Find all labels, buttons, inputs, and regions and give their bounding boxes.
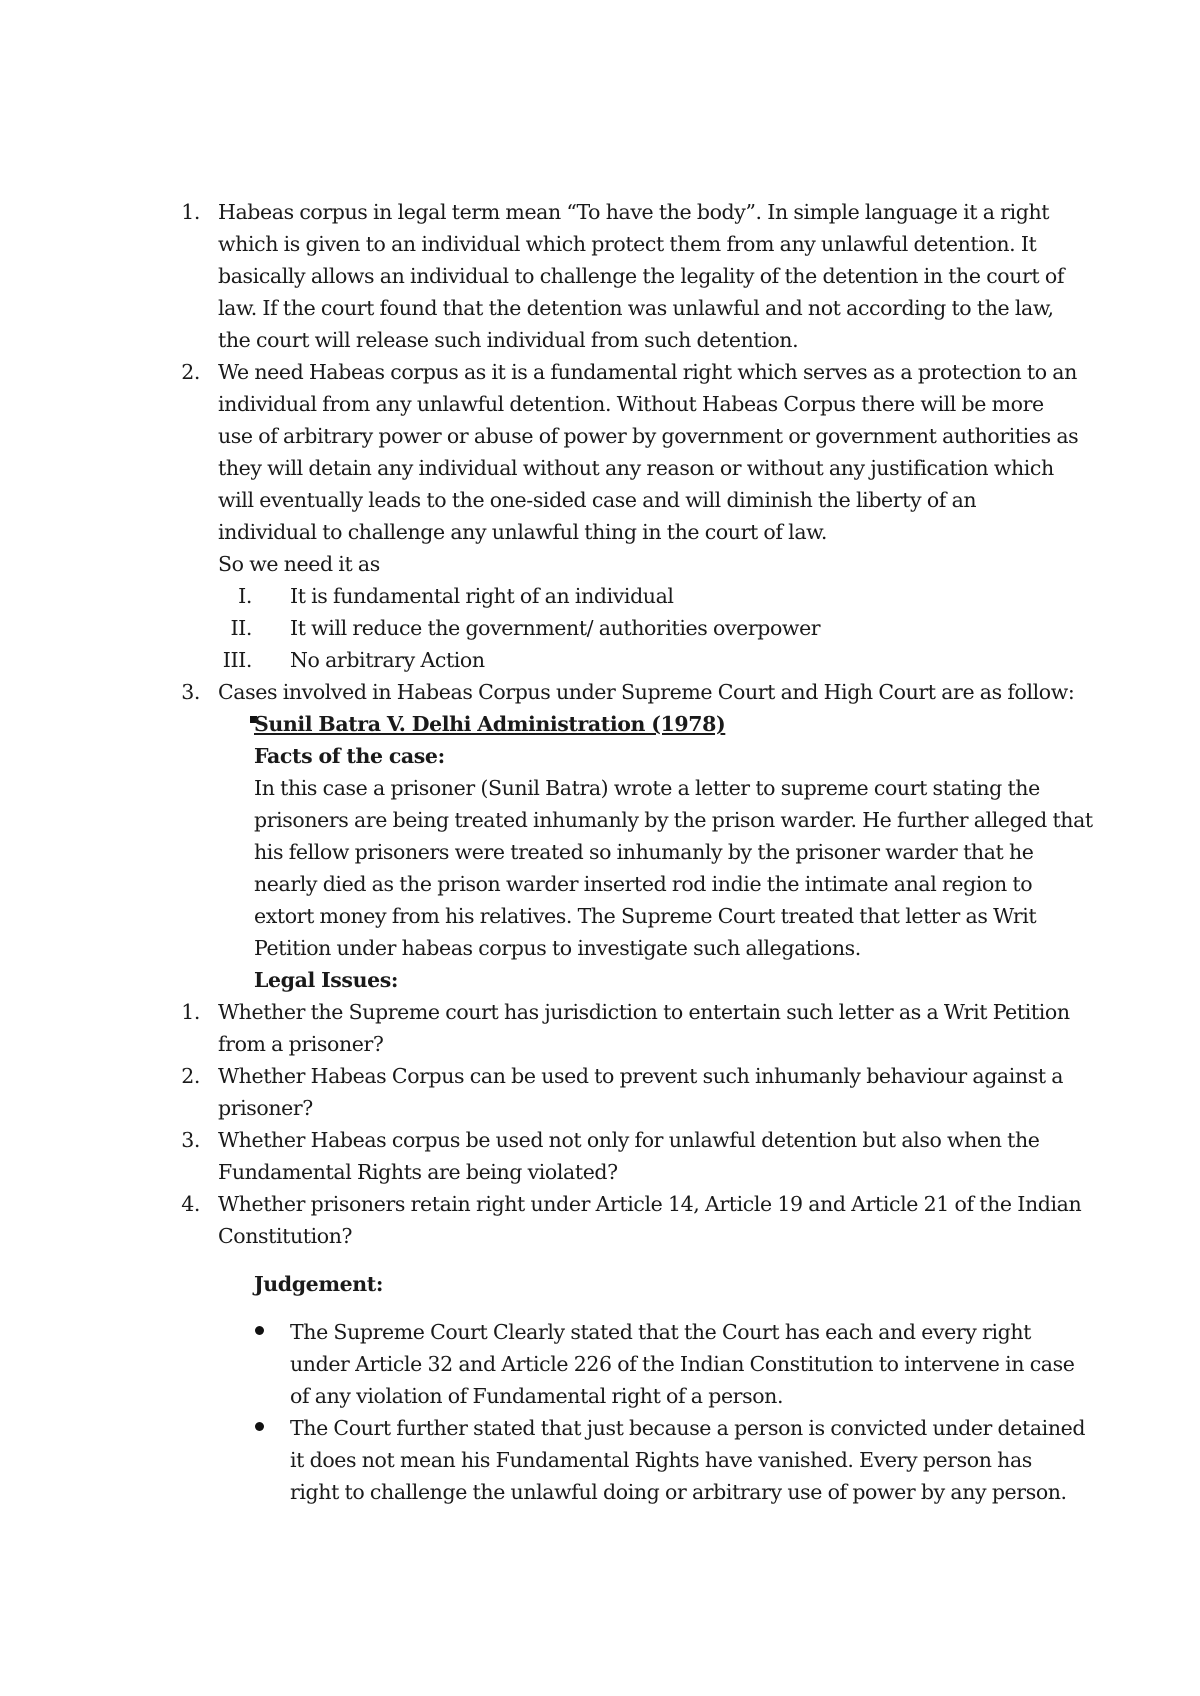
- round-bullet-icon: [255, 1326, 264, 1335]
- paragraph-line: extort money from his relatives. The Supreme Court treated that letter as Writ: [254, 904, 1037, 928]
- paragraph-line: The Court further stated that just because a person is convicted under detained: [290, 1416, 1086, 1440]
- paragraph-line: of any violation of Fundamental right of a person.: [290, 1384, 784, 1408]
- paragraph-line: basically allows an individual to challenge the legality of the detention in the court of: [218, 264, 1065, 288]
- paragraph-line: Fundamental Rights are being violated?: [218, 1160, 618, 1184]
- roman-numeral: I.: [238, 584, 252, 608]
- paragraph-line: Cases involved in Habeas Corpus under Supreme Court and High Court are as follow:: [218, 680, 1075, 704]
- roman-item-text: No arbitrary Action: [290, 648, 485, 672]
- paragraph-line: individual to challenge any unlawful thing in the court of law.: [218, 520, 827, 544]
- paragraph-line: prisoner?: [218, 1096, 313, 1120]
- roman-item-text: It is fundamental right of an individual: [290, 584, 674, 608]
- list-number: 4.: [181, 1192, 200, 1216]
- list-number: 2.: [181, 360, 200, 384]
- list-number: 1.: [181, 200, 200, 224]
- paragraph-line: which is given to an individual which protect them from any unlawful detention. It: [218, 232, 1037, 256]
- list-number: 2.: [181, 1064, 200, 1088]
- paragraph-line: right to challenge the unlawful doing or arbitrary use of power by any person.: [290, 1480, 1067, 1504]
- paragraph-line: Constitution?: [218, 1224, 353, 1248]
- paragraph-line: In this case a prisoner (Sunil Batra) wrote a letter to supreme court stating the: [254, 776, 1040, 800]
- list-number: 3.: [181, 1128, 200, 1152]
- paragraph-line: from a prisoner?: [218, 1032, 384, 1056]
- roman-numeral: III.: [222, 648, 252, 672]
- paragraph-line: Whether the Supreme court has jurisdiction to entertain such letter as a Writ Petition: [218, 1000, 1070, 1024]
- paragraph-line: Petition under habeas corpus to investigate such allegations.: [254, 936, 861, 960]
- paragraph-line: Whether Habeas Corpus can be used to prevent such inhumanly behaviour against a: [218, 1064, 1064, 1088]
- roman-item-text: It will reduce the government/ authorities overpower: [290, 616, 821, 640]
- paragraph-line: use of arbitrary power or abuse of power by government or government authorities as: [218, 424, 1079, 448]
- paragraph-line: So we need it as: [218, 552, 380, 576]
- case-title: Sunil Batra V. Delhi Administration (1978): [254, 712, 726, 736]
- judgement-heading: Judgement:: [254, 1272, 383, 1296]
- paragraph-line: will eventually leads to the one-sided case and will diminish the liberty of an: [218, 488, 977, 512]
- paragraph-line: it does not mean his Fundamental Rights have vanished. Every person has: [290, 1448, 1032, 1472]
- paragraph-line: The Supreme Court Clearly stated that the Court has each and every right: [290, 1320, 1031, 1344]
- paragraph-line: under Article 32 and Article 226 of the Indian Constitution to intervene in case: [290, 1352, 1075, 1376]
- paragraph-line: nearly died as the prison warder inserted rod indie the intimate anal region to: [254, 872, 1033, 896]
- paragraph-line: Habeas corpus in legal term mean “To have the body”. In simple language it a right: [218, 200, 1050, 224]
- paragraph-line: they will detain any individual without any reason or without any justification which: [218, 456, 1054, 480]
- paragraph-line: prisoners are being treated inhumanly by the prison warder. He further alleged that: [254, 808, 1093, 832]
- paragraph-line: Whether Habeas corpus be used not only for unlawful detention but also when the: [218, 1128, 1040, 1152]
- facts-heading: Facts of the case:: [254, 744, 445, 768]
- legal-issues-heading: Legal Issues:: [254, 968, 399, 992]
- paragraph-line: We need Habeas corpus as it is a fundamental right which serves as a protection to an: [218, 360, 1077, 384]
- paragraph-line: individual from any unlawful detention. Without Habeas Corpus there will be more: [218, 392, 1044, 416]
- paragraph-line: his fellow prisoners were treated so inhumanly by the prisoner warder that he: [254, 840, 1034, 864]
- list-number: 1.: [181, 1000, 200, 1024]
- paragraph-line: Whether prisoners retain right under Article 14, Article 19 and Article 21 of the Indian: [218, 1192, 1082, 1216]
- list-number: 3.: [181, 680, 200, 704]
- paragraph-line: the court will release such individual from such detention.: [218, 328, 799, 352]
- round-bullet-icon: [255, 1422, 264, 1431]
- paragraph-line: law. If the court found that the detention was unlawful and not according to the law,: [218, 296, 1054, 320]
- roman-numeral: II.: [230, 616, 252, 640]
